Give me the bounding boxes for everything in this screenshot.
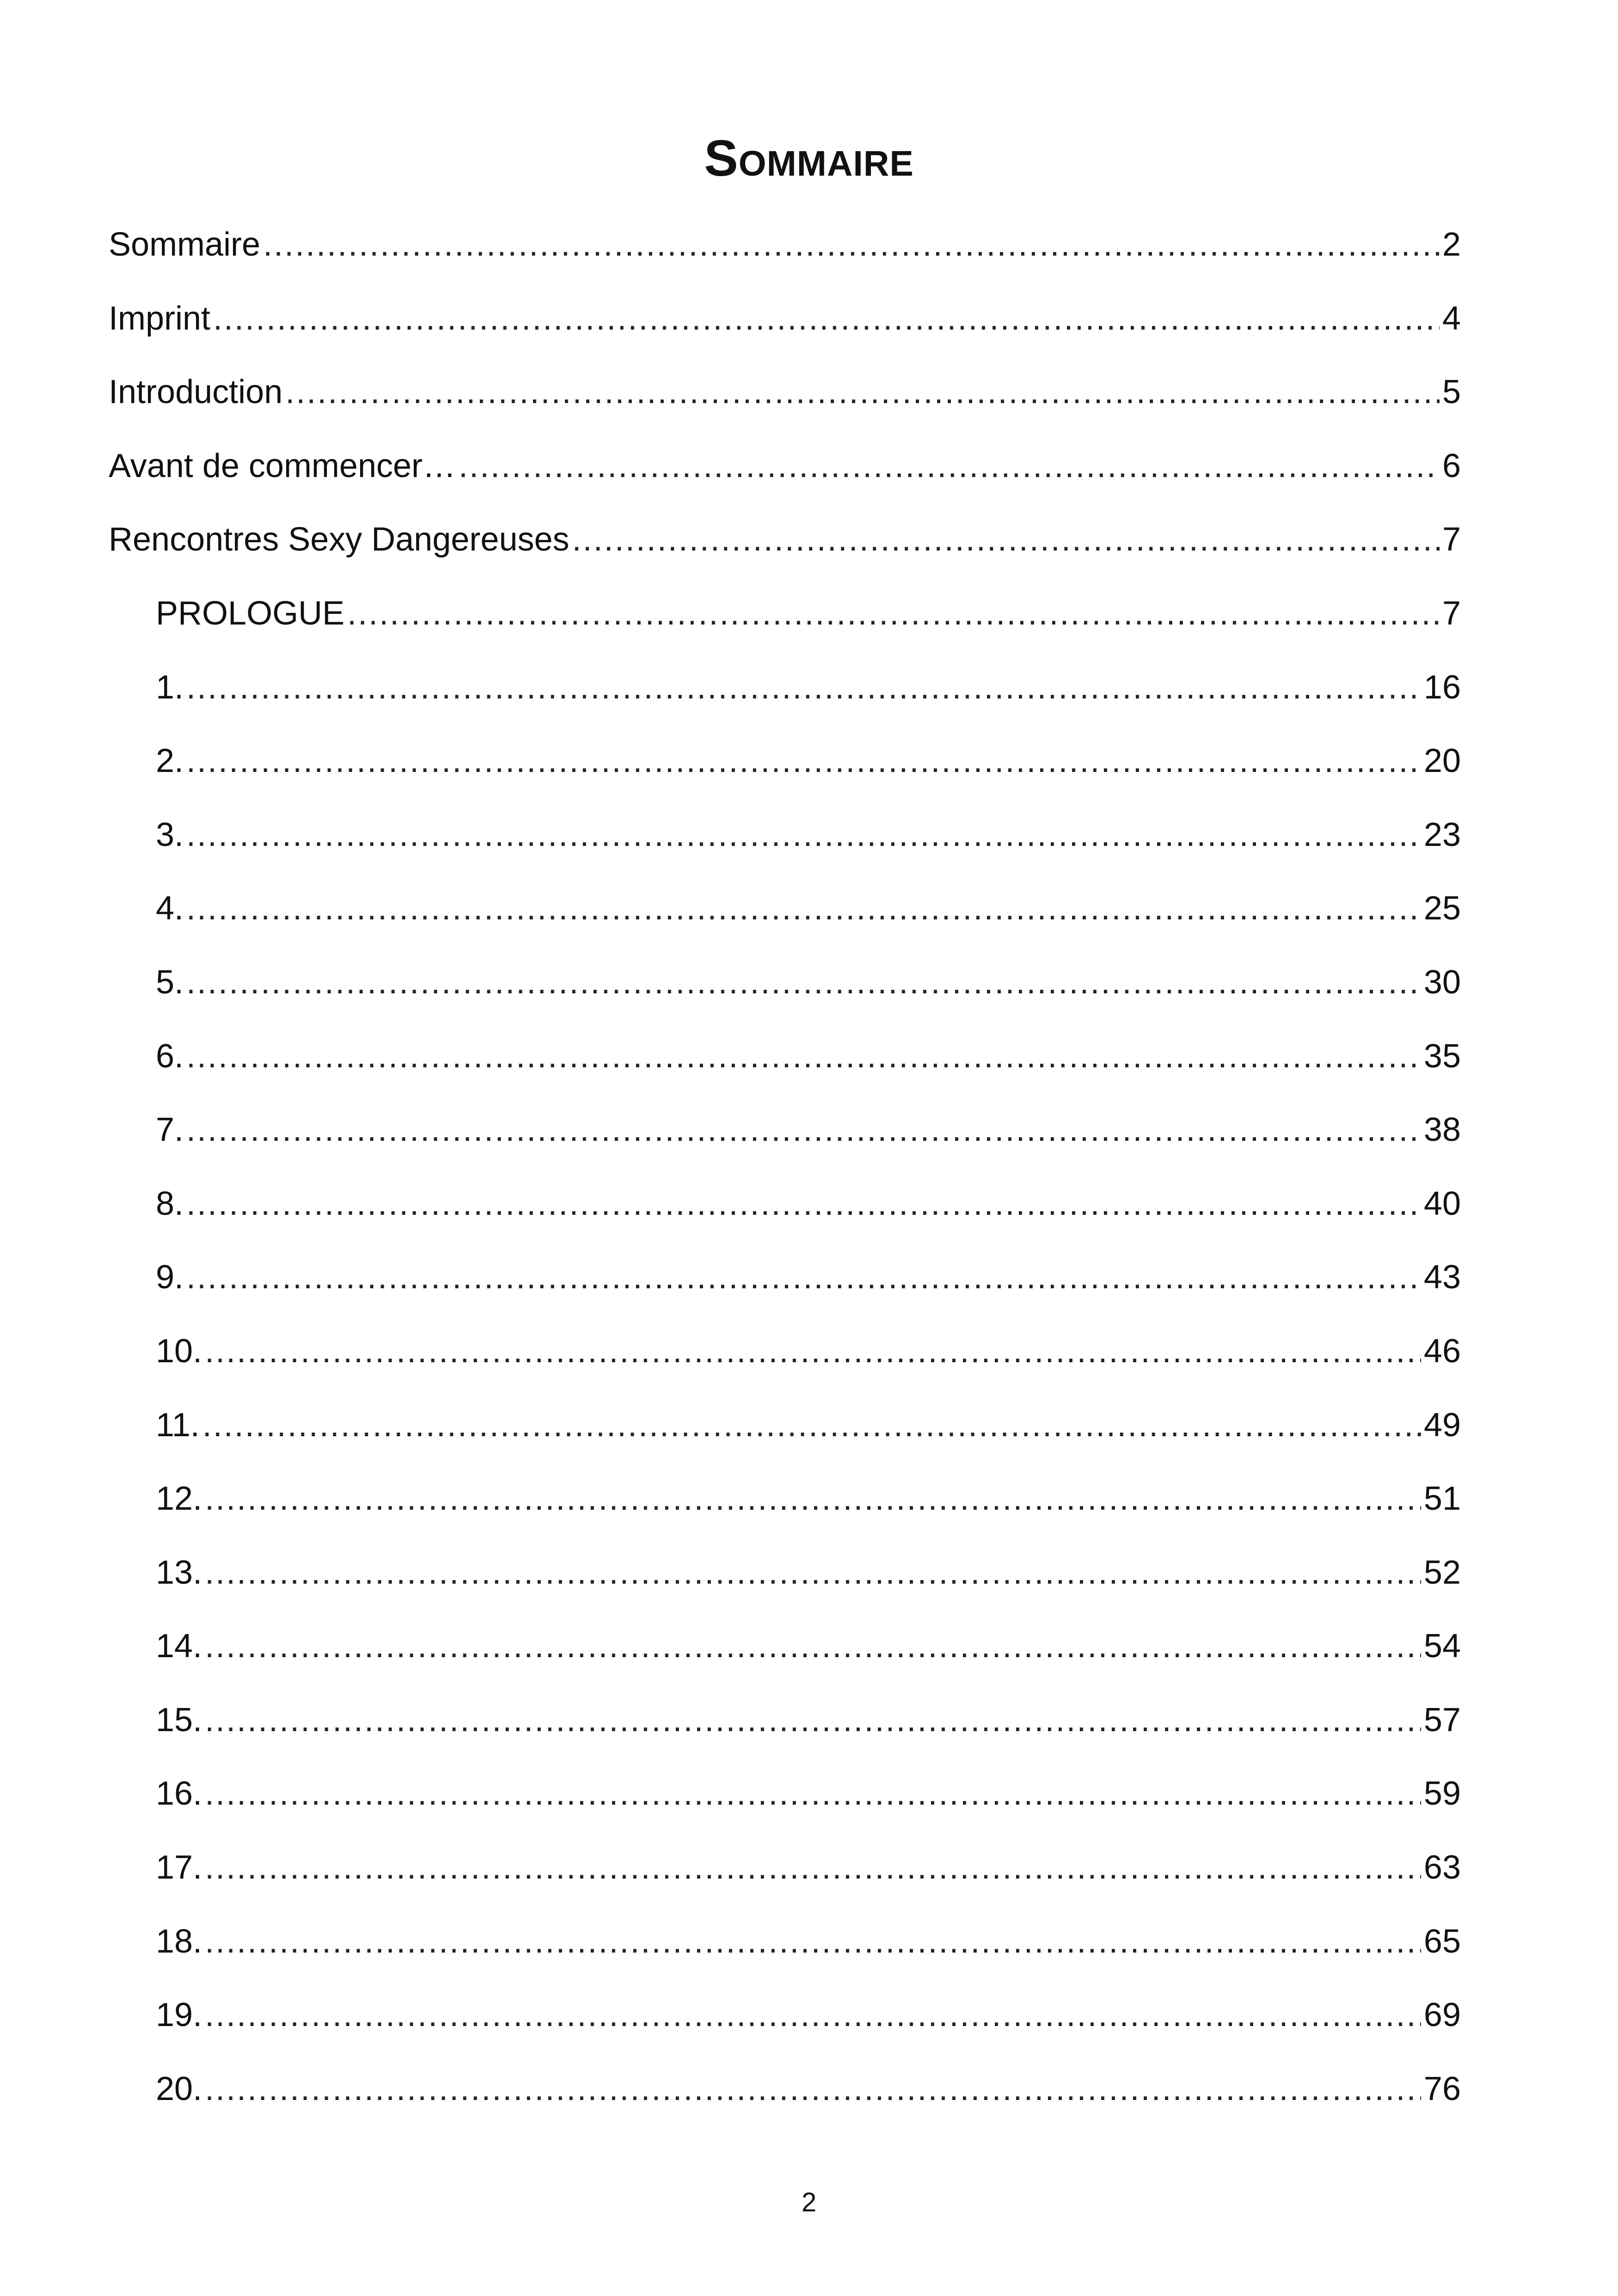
toc-dot-leader (186, 872, 1421, 946)
toc-entry[interactable] (109, 1536, 1461, 1610)
toc-entry[interactable] (109, 577, 1461, 651)
toc-entry[interactable] (109, 208, 1461, 282)
toc-entry-page-number: 46 (1423, 1332, 1461, 1370)
page-number: 2 (801, 2187, 817, 2217)
toc-entry[interactable] (109, 282, 1461, 356)
toc-entry-label: 10. (156, 1332, 202, 1370)
toc-entry-page-number: 38 (1423, 1111, 1461, 1149)
toc-dot-leader (205, 1610, 1421, 1684)
toc-entry-label: 2. (156, 742, 184, 780)
toc-entry[interactable] (109, 1757, 1461, 1831)
toc-entry-page-number: 5 (1442, 373, 1461, 411)
toc-dot-leader (186, 1167, 1421, 1241)
toc-entry[interactable] (109, 1462, 1461, 1536)
toc-entry-label: 15. (156, 1701, 202, 1739)
toc-dot-leader (205, 1757, 1421, 1831)
toc-entry-page-number: 59 (1423, 1775, 1461, 1812)
toc-entry-page-number: 30 (1423, 963, 1461, 1001)
toc-entry[interactable] (109, 1978, 1461, 2052)
toc-entry-label: 16. (156, 1775, 202, 1812)
toc-entry-label: Rencontres Sexy Dangereuses (109, 521, 570, 558)
toc-dot-leader (186, 946, 1421, 1020)
toc-entry[interactable] (109, 872, 1461, 946)
toc-dot-leader (205, 1536, 1421, 1610)
toc-dot-leader (205, 1684, 1421, 1757)
toc-entry[interactable] (109, 1167, 1461, 1241)
toc-entry-label: 4. (156, 890, 184, 927)
toc-entry[interactable] (109, 1093, 1461, 1167)
toc-entry-label: 6. (156, 1037, 184, 1075)
toc-entry-page-number: 25 (1423, 890, 1461, 927)
toc-dot-leader (572, 503, 1440, 577)
toc-entry-page-number: 49 (1423, 1406, 1461, 1444)
toc-entry-page-number: 23 (1423, 816, 1461, 853)
toc-dot-leader (205, 1905, 1421, 1979)
toc-entry-page-number: 52 (1423, 1554, 1461, 1591)
toc-dot-leader (186, 651, 1421, 725)
toc-entry[interactable] (109, 429, 1461, 503)
toc-entry-page-number: 54 (1423, 1628, 1461, 1665)
toc-entry-label: 7. (156, 1111, 184, 1149)
toc-dot-leader (186, 798, 1421, 872)
toc-entry-page-number: 69 (1423, 1996, 1461, 2034)
toc-dot-leader (186, 1020, 1421, 1094)
toc-entry[interactable] (109, 2052, 1461, 2126)
toc-entry-page-number: 7 (1442, 594, 1461, 632)
toc-entry-page-number: 7 (1442, 521, 1461, 558)
toc-entry[interactable] (109, 1684, 1461, 1757)
toc-entry-page-number: 35 (1423, 1037, 1461, 1075)
toc-entry[interactable] (109, 1610, 1461, 1684)
toc-entry-label: Sommaire (109, 226, 261, 263)
toc-entry-page-number: 63 (1423, 1849, 1461, 1886)
toc-dot-leader (347, 577, 1440, 651)
toc-entry[interactable] (109, 946, 1461, 1020)
toc-dot-leader (263, 208, 1440, 282)
toc-entry-page-number: 57 (1423, 1701, 1461, 1739)
toc-entry-label: 9. (156, 1259, 184, 1296)
toc-entry-page-number: 65 (1423, 1923, 1461, 1960)
toc-entry-page-number: 40 (1423, 1185, 1461, 1222)
toc-entry[interactable] (109, 355, 1461, 429)
toc-entry-label: 12. (156, 1480, 202, 1518)
toc-entry-label: 11. (156, 1406, 200, 1444)
toc-entry-label: 1. (156, 668, 184, 706)
toc-entry-label: Imprint (109, 300, 211, 337)
toc-dot-leader (186, 1093, 1421, 1167)
toc-entry-label: PROLOGUE (156, 594, 345, 632)
toc-entry-page-number: 16 (1423, 668, 1461, 706)
toc-entry-label: Introduction (109, 373, 283, 411)
toc-entry-label: 14. (156, 1628, 202, 1665)
toc-entry[interactable] (109, 1241, 1461, 1315)
toc-dot-leader (186, 724, 1421, 798)
toc-entry-label: 8. (156, 1185, 184, 1222)
toc-dot-leader (459, 429, 1440, 503)
toc-entry-label: 3. (156, 816, 184, 853)
toc-entry-page-number: 4 (1442, 300, 1461, 337)
toc-entry[interactable] (109, 1389, 1461, 1463)
toc-entry[interactable] (109, 651, 1461, 725)
toc-dot-leader (205, 1462, 1421, 1536)
toc-entry-label: Avant de commencer… (109, 447, 456, 484)
toc-entry[interactable] (109, 798, 1461, 872)
toc-entry-label: 18. (156, 1923, 202, 1960)
toc-dot-leader (213, 282, 1440, 356)
toc-dot-leader (205, 1831, 1421, 1905)
toc-entry[interactable] (109, 1831, 1461, 1905)
toc-dot-leader (205, 2052, 1421, 2126)
toc-entry-label: 5. (156, 963, 184, 1001)
toc-dot-leader (202, 1389, 1421, 1463)
toc-entry-label: 13. (156, 1554, 202, 1591)
table-of-contents (109, 208, 1461, 2126)
toc-entry-page-number: 76 (1423, 2070, 1461, 2107)
toc-entry[interactable] (109, 1020, 1461, 1094)
toc-entry-page-number: 51 (1423, 1480, 1461, 1518)
page-title: Sommaire (704, 130, 914, 187)
toc-entry-label: 17. (156, 1849, 202, 1886)
toc-entry[interactable] (109, 1905, 1461, 1979)
toc-dot-leader (205, 1978, 1421, 2052)
toc-dot-leader (186, 1241, 1421, 1315)
toc-dot-leader (285, 355, 1440, 429)
toc-entry-page-number: 2 (1442, 226, 1461, 263)
toc-entry-page-number: 6 (1442, 447, 1461, 484)
toc-entry-label: 19. (156, 1996, 202, 2034)
toc-entry-label: 20. (156, 2070, 202, 2107)
toc-dot-leader (205, 1315, 1421, 1389)
toc-entry[interactable] (109, 724, 1461, 798)
toc-entry[interactable] (109, 503, 1461, 577)
toc-entry-page-number: 43 (1423, 1259, 1461, 1296)
toc-entry[interactable] (109, 1315, 1461, 1389)
toc-entry-page-number: 20 (1423, 742, 1461, 780)
